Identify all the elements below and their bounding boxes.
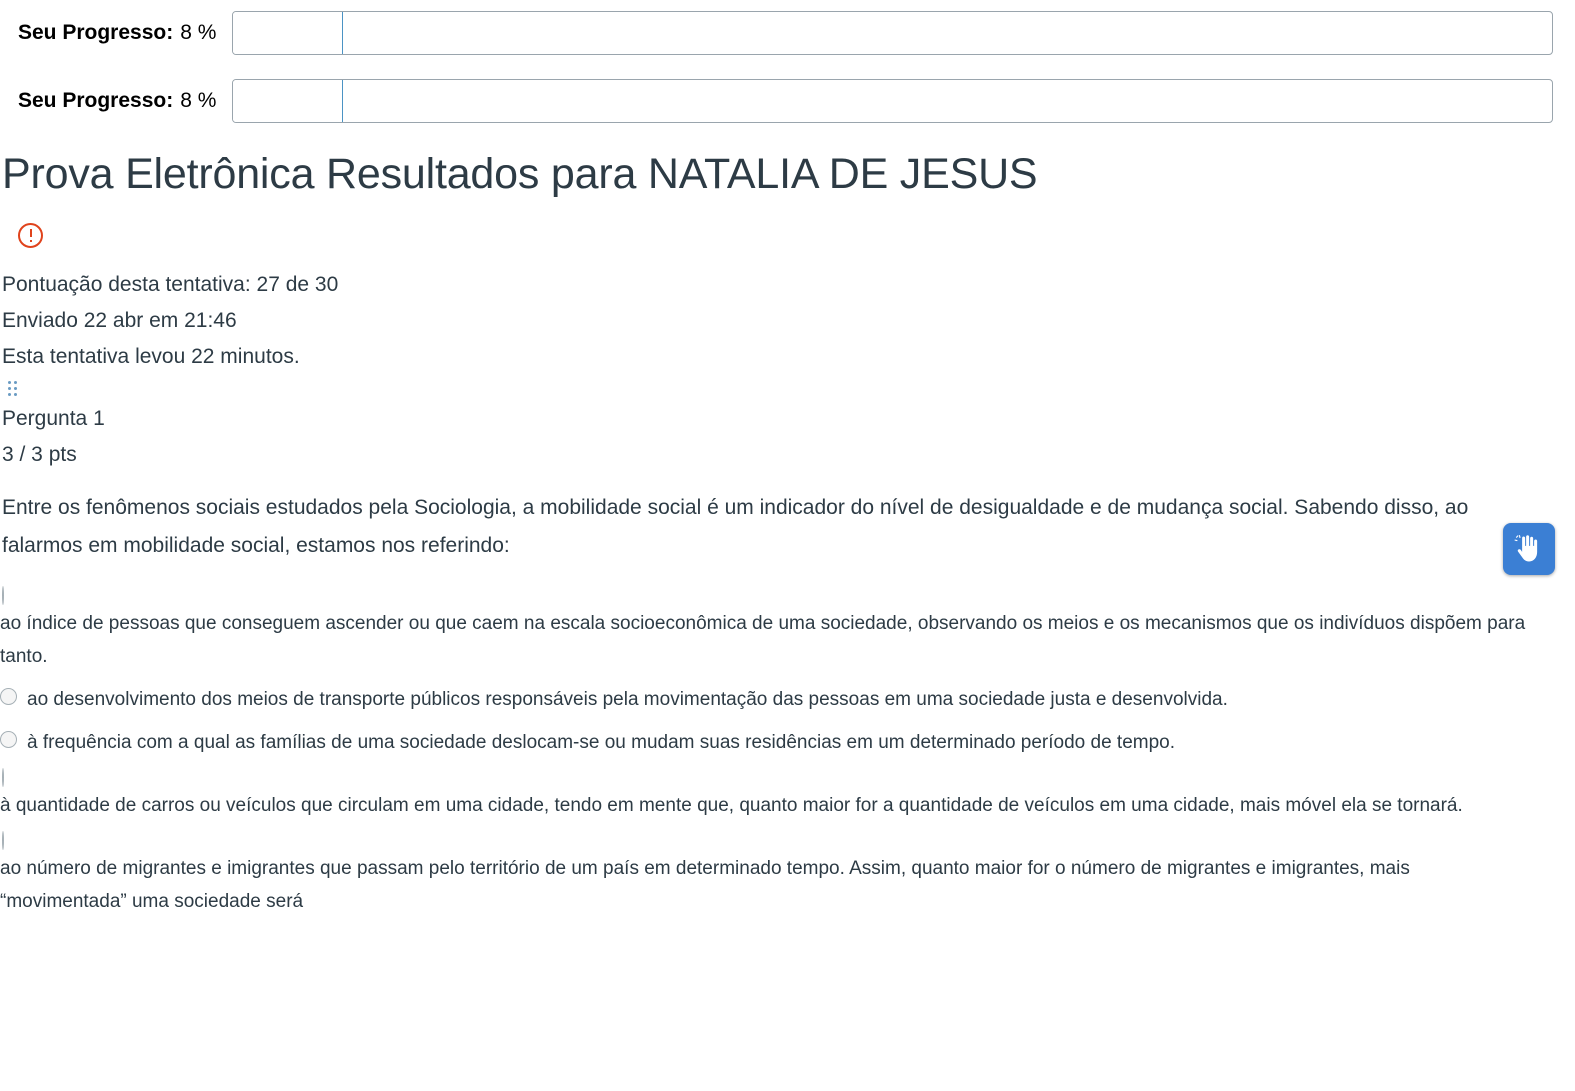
drag-handle-icon[interactable]: [8, 381, 20, 397]
attempt-submitted: Enviado 22 abr em 21:46: [2, 309, 237, 333]
answer-option-1[interactable]: [0, 587, 1575, 673]
progress-bar-2-fill: [233, 80, 342, 122]
radio-button-1[interactable]: [2, 586, 4, 605]
progress-value-1: 8 %: [180, 21, 217, 44]
answer-label-5: ao número de migrantes e imigrantes que passam pelo território de um país em determinado tempo. Assim, quanto maior for o número de migrantes e imigrantes, mais “movimentada” uma sociedade será: [0, 858, 1410, 913]
attempt-summary: [0, 267, 1575, 375]
progress-bar-1: [232, 11, 1553, 55]
question-name: Pergunta 1: [2, 407, 105, 431]
attempt-warning: [0, 223, 1575, 249]
progress-label-2: Seu Progresso:: [18, 89, 174, 112]
answer-label-1: ao índice de pessoas que conseguem ascender ou que caem na escala socioeconômica de uma sociedade, observando os meios e os mecanismos que os indivíduos dispõem para tanto.: [0, 613, 1526, 668]
attempt-score: Pontuação desta tentativa: 27 de 30: [2, 273, 339, 297]
radio-button-2[interactable]: [0, 688, 17, 705]
page-title: Prova Eletrônica Resultados para NATALIA DE JESUS: [2, 150, 1038, 198]
answer-list: [0, 587, 1575, 918]
answer-label-2: ao desenvolvimento dos meios de transporte públicos responsáveis pela movimentação das pessoas em uma sociedade justa e desenvolvida.: [27, 689, 1228, 711]
drag-dot: [8, 393, 11, 396]
accessibility-hand-icon: [1514, 534, 1544, 564]
progress-row-2: [0, 78, 1575, 124]
drag-dot: [14, 393, 17, 396]
accessibility-button[interactable]: [1503, 523, 1555, 575]
drag-dot: [8, 387, 11, 390]
question-header: [0, 401, 1575, 473]
progress-bar-1-fill: [233, 12, 342, 54]
question-text: Entre os fenômenos sociais estudados pela Sociologia, a mobilidade social é um indicador do nível de desigualdade e de mudança social. Sabendo disso, ao falarmos em mobilidade social, estamos nos referindo:: [2, 496, 1469, 558]
radio-button-5[interactable]: [2, 831, 4, 850]
progress-bar-2: [232, 79, 1553, 123]
answer-option-2[interactable]: [0, 683, 1575, 716]
radio-button-3[interactable]: [0, 731, 17, 748]
answer-option-4[interactable]: [0, 769, 1575, 822]
answer-label-3: à frequência com a qual as famílias de uma sociedade deslocam-se ou mudam suas residências em um determinado período de tempo.: [27, 732, 1176, 754]
question-points: 3 / 3 pts: [2, 443, 77, 467]
drag-dot: [8, 381, 11, 384]
radio-button-4[interactable]: [2, 768, 4, 787]
progress-row-1: [0, 10, 1575, 56]
answer-option-3[interactable]: [0, 726, 1575, 759]
warning-circle-icon: [18, 223, 43, 248]
attempt-duration: Esta tentativa levou 22 minutos.: [2, 345, 300, 369]
progress-value-2: 8 %: [180, 89, 217, 112]
drag-dot: [14, 387, 17, 390]
progress-label-1: Seu Progresso:: [18, 21, 174, 44]
drag-dot: [14, 381, 17, 384]
answer-option-5[interactable]: [0, 832, 1575, 918]
answer-label-4: à quantidade de carros ou veículos que circulam em uma cidade, tendo em mente que, quanto maior for a quantidade de veículos em uma cidade, mais móvel ela se tornará.: [0, 795, 1463, 817]
